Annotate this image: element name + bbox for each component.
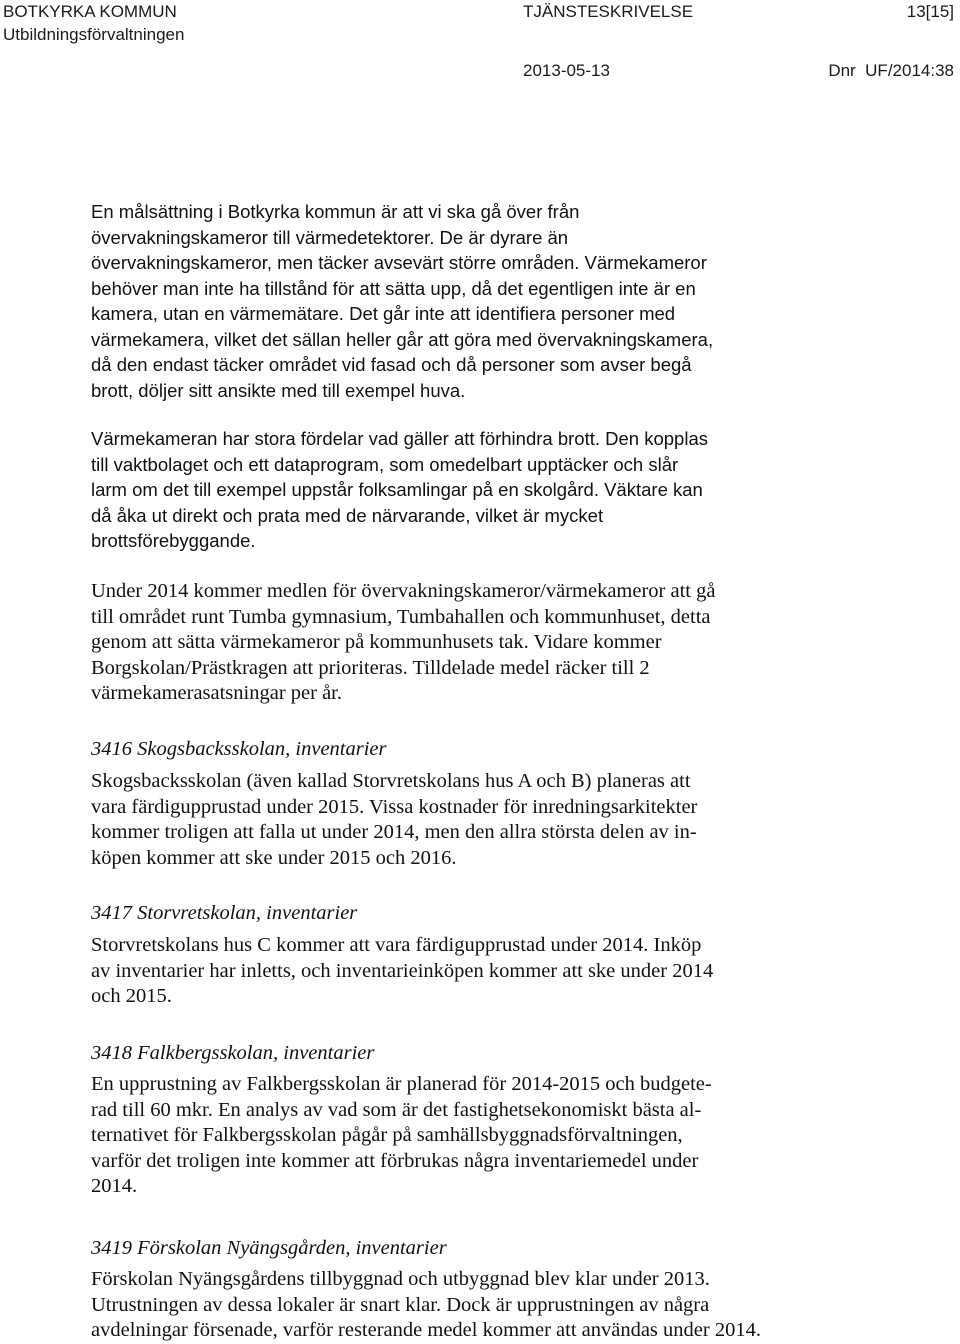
paragraph-heat-cameras <box>91 199 713 403</box>
text-line: brott, döljer sitt ansikte med till exempel huva. <box>91 379 466 401</box>
text-line: Värmekameran har stora fördelar vad gäller att förhindra brott. Den kopplas <box>91 428 708 449</box>
text-line: vara färdigupprustad under 2015. Vissa kostnader för inredningsarkitekter <box>91 795 698 818</box>
text-line: värmekamerasatsningar per år. <box>91 682 343 704</box>
section-body-3417 <box>91 933 713 1010</box>
text-line: kommer troligen att falla ut under 2014, men den allra största delen av in- <box>91 821 697 843</box>
text-line: rad till 60 mkr. En analys av vad som är det fastighetsekonomiskt bästa al- <box>91 1098 702 1121</box>
text-line: till området runt Tumba gymnasium, Tumbahallen och kommunhuset, detta <box>91 605 711 628</box>
text-line: varför det troligen inte kommer att förbrukas några inventariemedel under <box>91 1149 699 1172</box>
document-date: 2013-05-13 <box>523 61 610 80</box>
text-line: kamera, utan en värmemätare. Det går inte att identifiera personer med <box>91 303 676 324</box>
paragraph-2014-plan <box>91 579 715 707</box>
text-line: Skogsbacksskolan (även kallad Storvretskolans hus A och B) planeras att <box>91 770 691 792</box>
section-heading-3416: 3416 Skogsbacksskolan, inventarier <box>91 738 387 760</box>
text-line: Borgskolan/Prästkragen att prioriteras. Tilldelade medel räcker till 2 <box>91 656 650 679</box>
text-line: Utrustningen av dessa lokaler är snart klar. Dock är upprustningen av några <box>91 1293 710 1316</box>
text-line: övervakningskameror till värmedetektorer. De är dyrare än <box>91 226 569 248</box>
text-line: ternativet för Falkbergsskolan pågår på samhällsbyggnadsförvaltningen, <box>91 1124 683 1146</box>
text-line: behöver man inte ha tillstånd för att sätta upp, då det egentligen inte är en <box>91 277 696 299</box>
section-heading-3417: 3417 Storvretskolan, inventarier <box>91 902 358 924</box>
section-body-3416 <box>91 769 697 871</box>
page-number: 13[15] <box>906 2 954 21</box>
text-line: Storvretskolans hus C kommer att vara färdigupprustad under 2014. Inköp <box>91 934 702 956</box>
text-line: då åka ut direkt och prata med de närvarande, vilket är mycket <box>91 504 604 526</box>
text-line: En upprustning av Falkbergsskolan är planerad för 2014-2015 och budgete- <box>91 1073 712 1095</box>
text-line: En målsättning i Botkyrka kommun är att vi ska gå över från <box>91 201 580 222</box>
text-line: brottsförebyggande. <box>91 530 256 551</box>
section-heading-3419: 3419 Förskolan Nyängsgården, inventarier <box>91 1237 447 1259</box>
department-name: Utbildningsförvaltningen <box>3 25 185 44</box>
text-line: larm om det till exempel uppstår folksamlingar på en skolgård. Väktare kan <box>91 479 703 500</box>
text-line: 2014. <box>91 1175 138 1197</box>
text-line: genom att sätta värmekameror på kommunhusets tak. Vidare kommer <box>91 631 662 653</box>
text-line: då den endast täcker området vid fasad och då personer som avser begå <box>91 354 692 375</box>
section-heading-3418: 3418 Falkbergsskolan, inventarier <box>91 1042 375 1064</box>
org-name: BOTKYRKA KOMMUN <box>3 2 177 21</box>
text-line: övervakningskameror, men täcker avsevärt större områden. Värmekameror <box>91 252 707 273</box>
document-type: TJÄNSTESKRIVELSE <box>523 2 694 21</box>
text-line: Förskolan Nyängsgårdens tillbyggnad och utbyggnad blev klar under 2013. <box>91 1268 710 1290</box>
text-line: av inventarier har inletts, och inventarieinköpen kommer att ske under 2014 <box>91 959 714 982</box>
text-line: avdelningar försenade, varför resterande medel kommer att användas under 2014. <box>91 1319 761 1341</box>
text-line: köpen kommer att ske under 2015 och 2016. <box>91 846 457 869</box>
paragraph-heat-camera-benefits <box>91 426 708 554</box>
text-line: Under 2014 kommer medlen för övervakningskameror/värmekameror att gå <box>91 580 716 602</box>
text-line: värmekamera, vilket det sällan heller går att göra med övervakningskamera, <box>91 328 714 350</box>
text-line: till vaktbolaget och ett dataprogram, som omedelbart upptäcker och slår <box>91 453 679 475</box>
diary-number: Dnr UF/2014:38 <box>828 61 954 80</box>
section-body-3419 <box>91 1267 761 1344</box>
section-body-3418 <box>91 1072 712 1200</box>
text-line: och 2015. <box>91 985 172 1007</box>
